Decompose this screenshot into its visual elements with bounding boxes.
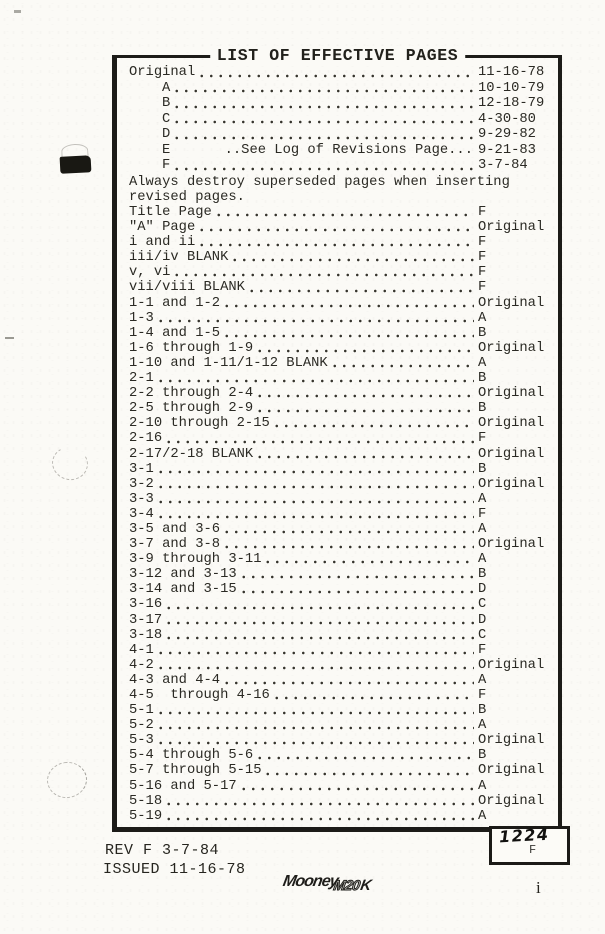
revision-date: 9-29-82 xyxy=(478,127,536,143)
page-row xyxy=(129,462,550,477)
page-row xyxy=(129,779,550,794)
page-revision: Original xyxy=(478,733,545,749)
revision-label: A xyxy=(162,80,171,96)
page-row xyxy=(129,673,550,688)
page-range-label: 2-10 through 2-15 xyxy=(129,416,270,432)
page-range-label: Title Page xyxy=(129,205,212,221)
page-revision: B xyxy=(478,567,487,583)
stamp-handwritten-number: 1224 xyxy=(498,824,550,847)
page-revision: B xyxy=(478,461,487,477)
page-revision: Original xyxy=(478,793,545,809)
logo-brand-text: Mooney xyxy=(281,873,340,890)
dot-leader xyxy=(239,567,474,582)
page-row xyxy=(129,809,550,824)
footer-rev-line: REV F 3-7-84 xyxy=(105,842,220,859)
page-row xyxy=(129,416,550,431)
revision-row xyxy=(129,127,550,143)
page-row xyxy=(129,311,550,326)
page-revision: F xyxy=(478,250,487,266)
page-row xyxy=(129,763,550,778)
page-row xyxy=(129,507,550,522)
footer-issued-line: ISSUED 11-16-78 xyxy=(103,861,246,878)
page-range-label: 5-3 xyxy=(129,733,154,749)
page-range-label: 3-7 and 3-8 xyxy=(129,537,221,553)
page-revision: A xyxy=(478,355,487,371)
page-row xyxy=(129,613,550,628)
page-range-label: i and ii xyxy=(129,235,196,251)
page-revision: A xyxy=(478,310,487,326)
page-range-label: 3-12 and 3-13 xyxy=(129,567,237,583)
dot-leader xyxy=(156,703,474,718)
page-range-label: 5-18 xyxy=(129,793,163,809)
page-range-label: "A" Page xyxy=(129,220,196,236)
page-range-label: 1-10 and 1-11/1-12 BLANK xyxy=(129,355,328,371)
page-row xyxy=(129,492,550,507)
page-range-label: 5-4 through 5-6 xyxy=(129,748,254,764)
revision-label: C xyxy=(162,111,171,127)
page-row xyxy=(129,386,550,401)
page-revision: F xyxy=(478,642,487,658)
revision-row xyxy=(129,143,550,159)
dot-leader xyxy=(255,447,474,462)
dot-leader xyxy=(222,326,474,341)
page-revision: A xyxy=(478,718,487,734)
dot-leader xyxy=(255,748,474,763)
page-range-label: 3-1 xyxy=(129,461,154,477)
page-revision: Original xyxy=(478,340,545,356)
dot-leader xyxy=(156,718,474,733)
page-range-label: 3-17 xyxy=(129,612,163,628)
revision-label: B xyxy=(162,96,171,112)
revision-date: 9-21-83 xyxy=(478,142,536,158)
page-row xyxy=(129,522,550,537)
dot-leader xyxy=(222,537,474,552)
dot-leader xyxy=(197,235,474,250)
scan-corner-mark xyxy=(14,10,21,13)
page-row xyxy=(129,748,550,763)
page-row xyxy=(129,356,550,371)
page-row xyxy=(129,250,550,265)
page-row xyxy=(129,597,550,612)
revision-label: Original xyxy=(129,65,196,80)
page-range-label: v, vi xyxy=(129,265,171,281)
dot-leader xyxy=(222,673,474,688)
page-range-label: 2-2 through 2-4 xyxy=(129,386,254,402)
page-range-label: 5-2 xyxy=(129,718,154,734)
page-range-label: 2-17/2-18 BLANK xyxy=(129,446,254,462)
effective-pages-box xyxy=(112,46,562,832)
revision-row xyxy=(129,65,550,81)
page-revision: B xyxy=(478,748,487,764)
page-revision: Original xyxy=(478,295,545,311)
stamp-revision-letter: F xyxy=(529,843,537,857)
page-row xyxy=(129,326,550,341)
dot-leader xyxy=(156,733,474,748)
page-row xyxy=(129,235,550,250)
page-range-label: 1-1 and 1-2 xyxy=(129,295,221,311)
page-range-label: 5-16 and 5-17 xyxy=(129,778,237,794)
dot-leader xyxy=(156,643,474,658)
page-row xyxy=(129,733,550,748)
page-revision: F xyxy=(478,280,487,296)
dot-leader xyxy=(239,779,474,794)
page-revision: A xyxy=(478,521,487,537)
page-revision: Original xyxy=(478,476,545,492)
page-row xyxy=(129,477,550,492)
dot-leader xyxy=(164,613,474,628)
dot-leader xyxy=(156,311,474,326)
dot-leader xyxy=(156,477,474,492)
page-row xyxy=(129,220,550,235)
revision-label: F xyxy=(162,158,171,174)
page-revision: Original xyxy=(478,763,545,779)
dot-leader xyxy=(156,371,474,386)
page-revision: A xyxy=(478,808,487,824)
dot-leader xyxy=(255,386,474,401)
page-range-label: 4-5 through 4-16 xyxy=(129,688,270,704)
dot-leader xyxy=(164,794,474,809)
revision-date: 12-18-79 xyxy=(478,96,545,112)
page-revision: F xyxy=(478,265,487,281)
logo-model-text: M20 xyxy=(332,877,362,893)
page-revision: Original xyxy=(478,537,545,553)
page-revision: A xyxy=(478,491,487,507)
dot-leader xyxy=(272,688,474,703)
page-row xyxy=(129,688,550,703)
page-revision: B xyxy=(478,703,487,719)
page-row xyxy=(129,371,550,386)
dot-leader xyxy=(156,658,474,673)
page-range-label: iii/iv BLANK xyxy=(129,250,229,266)
revision-row xyxy=(129,81,550,97)
scan-edge-mark xyxy=(5,337,14,339)
page-revision: D xyxy=(478,612,487,628)
dot-leader xyxy=(172,127,474,143)
revision-row xyxy=(129,96,550,112)
page-row xyxy=(129,567,550,582)
page-row xyxy=(129,628,550,643)
page-range-label: 2-16 xyxy=(129,431,163,447)
page-row xyxy=(129,431,550,446)
page-row xyxy=(129,401,550,416)
page-range-label: 3-5 and 3-6 xyxy=(129,521,221,537)
dot-leader xyxy=(172,96,474,112)
revision-date: 3-7-84 xyxy=(478,158,528,174)
ink-smudge-artifact xyxy=(60,155,92,174)
hole-punch-mark xyxy=(49,443,92,484)
page-revision: F xyxy=(478,235,487,251)
page-revision: A xyxy=(478,778,487,794)
dot-leader xyxy=(156,492,474,507)
page-row xyxy=(129,341,550,356)
dot-leader xyxy=(164,431,474,446)
dot-leader xyxy=(156,462,474,477)
hole-punch-mark xyxy=(45,759,90,800)
page-revision: C xyxy=(478,627,487,643)
page-revision: Original xyxy=(478,220,545,236)
dot-leader xyxy=(172,158,474,174)
revision-note: ..See Log of Revisions Page... xyxy=(224,142,473,158)
page-row xyxy=(129,718,550,733)
page-row xyxy=(129,658,550,673)
dot-leader xyxy=(330,356,474,371)
page-range-label: 4-1 xyxy=(129,642,154,658)
page-row xyxy=(129,552,550,567)
revision-row xyxy=(129,158,550,174)
page-revision: F xyxy=(478,506,487,522)
page-revision: B xyxy=(478,371,487,387)
page-title: LIST OF EFFECTIVE PAGES xyxy=(210,46,466,65)
page-range-label: 5-7 through 5-15 xyxy=(129,763,262,779)
page-range-label: vii/viii BLANK xyxy=(129,280,245,296)
dot-leader xyxy=(172,81,474,97)
page-revision: Original xyxy=(478,386,545,402)
effective-page-list xyxy=(129,205,550,824)
dot-leader xyxy=(263,552,474,567)
page-revision: F xyxy=(478,688,487,704)
page-range-label: 3-9 through 3-11 xyxy=(129,552,262,568)
page-range-label: 3-4 xyxy=(129,506,154,522)
page-range-label: 4-2 xyxy=(129,657,154,673)
logo-variant-text: K xyxy=(359,877,373,894)
page-revision: F xyxy=(478,205,487,221)
revision-date: 10-10-79 xyxy=(478,80,545,96)
revision-label: E xyxy=(162,142,171,158)
dot-leader xyxy=(222,522,474,537)
dot-leader xyxy=(272,416,474,431)
dot-leader xyxy=(263,763,474,778)
mooney-m20k-logo xyxy=(281,873,373,894)
page-revision: F xyxy=(478,431,487,447)
dot-leader xyxy=(156,507,474,522)
page-revision: Original xyxy=(478,657,545,673)
stamp-box xyxy=(489,826,570,865)
dot-leader xyxy=(197,220,474,235)
page-revision: B xyxy=(478,325,487,341)
dot-leader xyxy=(222,296,474,311)
dot-leader xyxy=(214,205,474,220)
revision-date-list xyxy=(129,65,550,174)
page-range-label: 1-3 xyxy=(129,310,154,326)
page-row xyxy=(129,265,550,280)
page-range-label: 2-1 xyxy=(129,371,154,387)
revision-date: 4-30-80 xyxy=(478,111,536,127)
revision-label: D xyxy=(162,127,171,143)
page-range-label: 3-18 xyxy=(129,627,163,643)
page-row xyxy=(129,794,550,809)
page-range-label: 3-14 and 3-15 xyxy=(129,582,237,598)
dot-leader xyxy=(172,112,474,128)
dot-leader xyxy=(239,582,474,597)
page-revision: D xyxy=(478,582,487,598)
page-range-label: 3-3 xyxy=(129,491,154,507)
page-revision: Original xyxy=(478,446,545,462)
page-range-label: 1-6 through 1-9 xyxy=(129,340,254,356)
page-row xyxy=(129,280,550,295)
page-range-label: 5-19 xyxy=(129,808,163,824)
page-range-label: 5-1 xyxy=(129,703,154,719)
revision-date: 11-16-78 xyxy=(478,65,545,80)
page-row xyxy=(129,447,550,462)
dot-leader xyxy=(197,65,474,81)
destroy-notice: Always destroy superseded pages when inserting revised pages. xyxy=(129,174,510,205)
dot-leader xyxy=(255,341,474,356)
page-row xyxy=(129,537,550,552)
page-revision: C xyxy=(478,597,487,613)
page-row xyxy=(129,296,550,311)
page-range-label: 4-3 and 4-4 xyxy=(129,672,221,688)
page-row xyxy=(129,205,550,220)
dot-leader xyxy=(172,265,474,280)
page-range-label: 2-5 through 2-9 xyxy=(129,401,254,417)
dot-leader xyxy=(164,628,474,643)
page-range-label: 1-4 and 1-5 xyxy=(129,325,221,341)
page-range-label: 3-2 xyxy=(129,476,154,492)
folio-page-number: i xyxy=(536,878,541,897)
dot-leader xyxy=(230,250,474,265)
page-row xyxy=(129,582,550,597)
page-revision: B xyxy=(478,401,487,417)
page-revision: Original xyxy=(478,416,545,432)
dot-leader xyxy=(247,280,474,295)
page-row xyxy=(129,703,550,718)
dot-leader xyxy=(255,401,474,416)
dot-leader xyxy=(164,809,474,824)
dot-leader xyxy=(164,597,474,612)
page-row xyxy=(129,643,550,658)
page-range-label: 3-16 xyxy=(129,597,163,613)
page-revision: A xyxy=(478,552,487,568)
revision-row xyxy=(129,112,550,128)
page-revision: A xyxy=(478,672,487,688)
